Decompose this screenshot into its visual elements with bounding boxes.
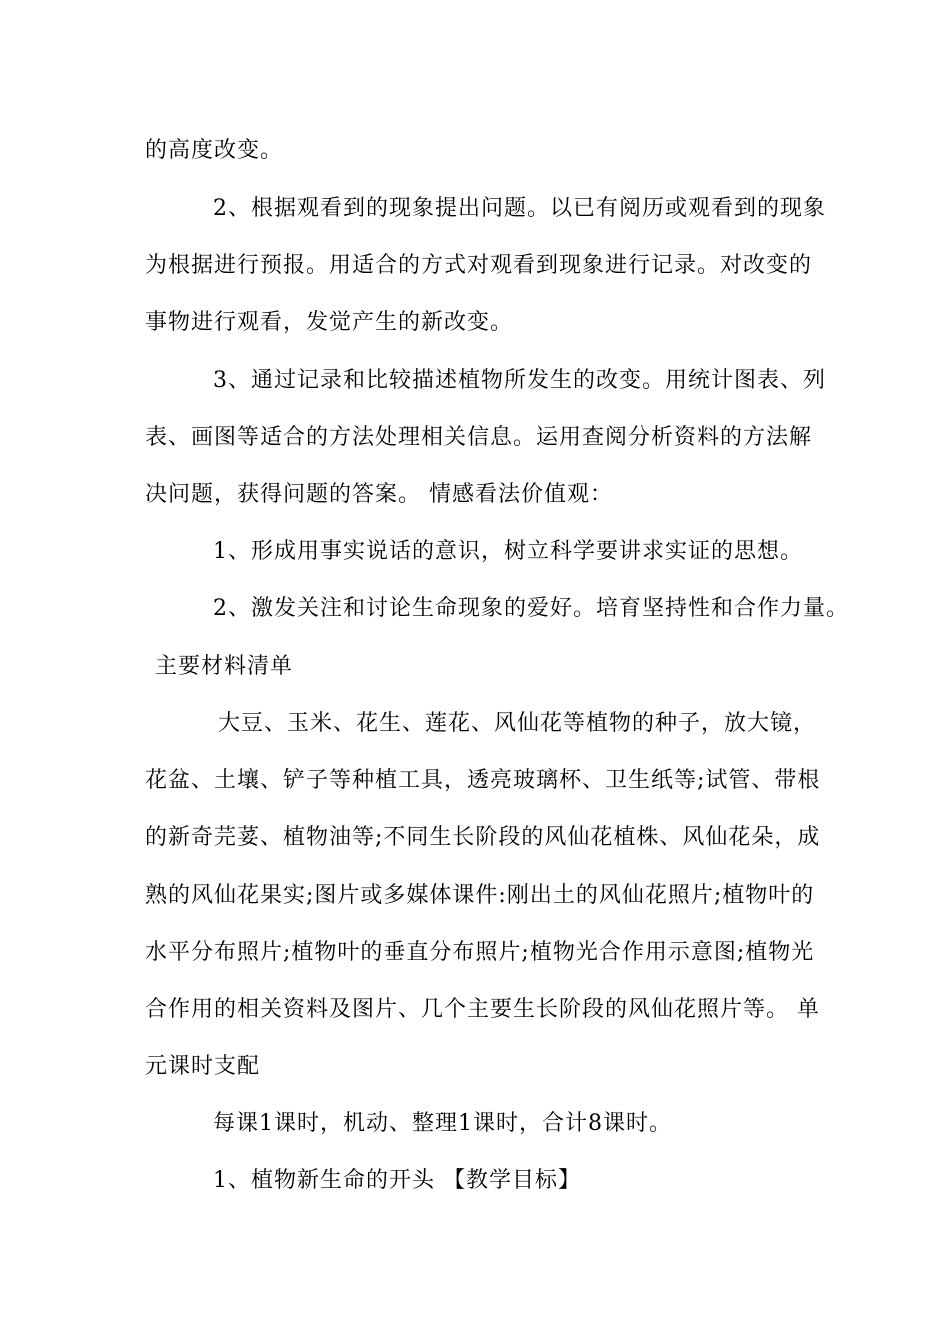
text-line: 熟的风仙花果实;图片或多媒体课件:刚出土的风仙花照片;植物叶的 [145,883,815,908]
text-line: 1、形成用事实说话的意识，树立科学要讲求实证的思想。 [213,539,803,564]
text-line: 为根据进行预报。用适合的方式对观看到现象进行记录。对改变的 [145,253,813,278]
text-line: 事物进行观看，发觉产生的新改变。 [145,310,514,335]
text-line: 2、根据观看到的现象提出问题。以已有阅历或观看到的现象 [213,196,826,221]
text-line: 每课1课时，机动、整理1课时，合计8课时。 [213,1111,672,1136]
text-line: 决问题，获得问题的答案。 情感看法价值观： [145,482,613,507]
text-line: 的高度改变。 [145,138,284,163]
text-line: 合作用的相关资料及图片、几个主要生长阶段的风仙花照片等。 单 [145,997,820,1022]
lesson-heading: 1、植物新生命的开头 【教学目标】 [213,1168,581,1193]
text-line: 3、通过记录和比较描述植物所发生的改变。用统计图表、列 [213,368,826,393]
text-line: 元课时支配 [145,1054,261,1079]
text-line: 表、画图等适合的方法处理相关信息。运用查阅分析资料的方法解 [145,425,813,450]
text-line: 大豆、玉米、花生、莲花、风仙花等植物的种子，放大镜， [218,711,817,736]
text-line: 的新奇芫荽、植物油等;不同生长阶段的风仙花植株、风仙花朵，成 [145,825,821,850]
text-line: 2、激发关注和讨论生命现象的爱好。培育坚持性和合作力量。 [213,596,849,621]
text-line: 花盆、土壤、铲子等种植工具，透亮玻璃杯、卫生纸等;试管、带根 [145,768,821,793]
section-heading: 主要材料清单 [155,654,294,679]
text-line: 水平分布照片;植物叶的垂直分布照片;植物光合作用示意图;植物光 [145,940,815,965]
